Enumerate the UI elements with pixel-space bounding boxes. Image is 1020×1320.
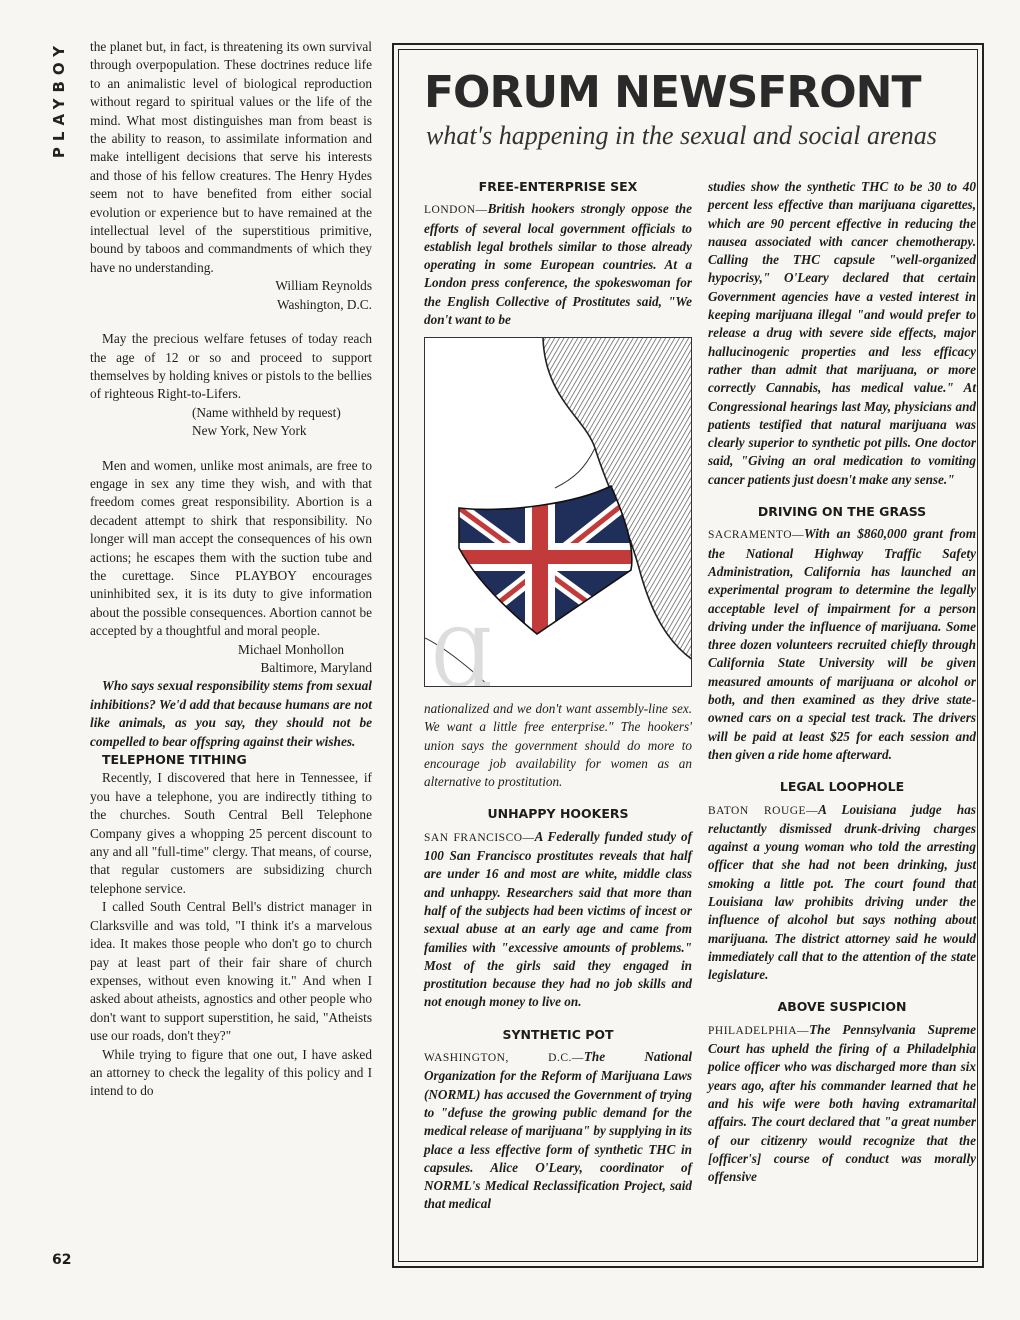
story-text: The Pennsylvania Supreme Court has upheld the firing of a Philadelphia police officer who was discharged more than six years ago, after his commander learned that he and his wife were both having extramarital affairs. The court declared that "a great number of our citizenry would recognize that the [officer's] course of conduct was morally offensive [708,1021,976,1185]
story-body [708,801,976,985]
story-heading: SYNTHETIC POT [502,1026,614,1042]
letter-paragraph: I called South Central Bell's district manager in Clarksville and was told, "I think it's a marvelous idea. It makes those people who don't go to church pay at least part of their fair share of church expenses, without even knowing it." And when I asked about atheists, agnostics and other people who don't want to support superstition, he said, "Atheists use our roads, don't they?" [90,899,372,1044]
letters-column [90,38,372,1101]
letter-signature-name: Michael Monhollon [238,641,344,657]
story-body [708,525,976,764]
forum-subtitle: what's happening in the sexual and social arenas [426,121,937,150]
story-body [708,1021,976,1187]
letter-paragraph: While trying to figure that one out, I have asked an attorney to check the legality of this policy and I intend to do [90,1046,372,1099]
magazine-name-vertical: PLAYBOY [50,40,68,159]
dateline: SAN FRANCISCO— [424,831,535,844]
story-text: The National Organization for the Reform of Marijuana Laws (NORML) has accused the Government of trying to "defuse the growing public demand for the medical release of marijuana" by supplying in its place a less effective form of synthetic THC in capsules. Alice O'Leary, coordinator of NORML's Medical Reclassification Project, said that medical [424,1049,692,1212]
forum-column-left-top [424,178,692,329]
letter-paragraph: May the precious welfare fetuses of today reach the age of 12 or so and proceed to support themselves by holding knives or pistols to the bellies of righteous Right-to-Lifers. [90,331,372,402]
story-body [424,200,692,329]
dateline: LONDON— [424,204,488,217]
story-heading: LEGAL LOOPHOLE [779,779,905,795]
story-text: A Federally funded study of 100 San Francisco prostitutes reveals that half are under 16 and most are white, middle class and unhappy. Researchers said that more than half of the subjects had been victims of incest or sexual abuse at an early age and came from families with "excessive amounts of problems." Most of the girls said they engaged in prostitution because they had no job skills and not enough money to live on. [424,828,692,1010]
story-heading: UNHAPPY HOOKERS [487,806,629,822]
letter-signature-name: William Reynolds [275,278,372,294]
letter-signature-place: Washington, D.C. [277,296,372,312]
forum-column-left-bottom [424,700,692,1214]
story-heading: ABOVE SUSPICION [777,999,907,1015]
svg-text:Ɑ: Ɑ [431,612,494,687]
forum-title: FORUM NEWSFRONT [424,67,921,118]
editor-reply: Who says sexual responsibility stems from sexual inhibitions? We'd add that because humans are not like animals, as you say, they should not be compelled to bear offspring against their wishes. [90,678,372,749]
story-body [424,828,692,1012]
dateline: BATON ROUGE— [708,804,819,817]
story-text: A Louisiana judge has reluctantly dismissed drunk-driving charges against a young woman who told the arresting officer that she had not been drinking, just smoking a little pot. The court found that Louisiana law prohibits driving under the influence of alcohol but says nothing about marijuana. The district attorney said he would immediately call that to the attention of the state legislature. [708,801,976,983]
story-text: With an $860,000 grant from the National Highway Traffic Safety Administration, California has launched an experimental program to determine the legally acceptable level of impairment for a person driving under the influence of marijuana. Some three dozen volunteers recruited chiefly through California State University will be given measured amounts of marijuana or alcohol or both, and then examined as they drive state-owned cars on a special test track. The drivers will be paid at least $25 for each session and then given a ride home afterward. [708,526,976,762]
story-text: nationalized and we don't want assembly-line sex. We want a little free enterprise." The hookers' union says the government should do more to encourage job availability for women as an alternative to prostitution. [424,701,692,790]
letter-paragraph: Recently, I discovered that here in Tennessee, if you have a telephone, you are indirectly tithing to the churches. South Central Bell Telephone Company gives a whopping 25 percent discount to any and all "full-time" clergy. That means, of course, that regular customers are subsidizing church telephone service. [90,770,372,896]
dateline: SACRAMENTO— [708,529,805,542]
bikini-illustration-icon [425,338,692,687]
dateline: WASHINGTON, D.C.— [424,1052,584,1065]
story-heading: FREE-ENTERPRISE SEX [478,179,638,194]
letter-signature-name: (Name withheld by request) [192,404,341,420]
story-text: British hookers strongly oppose the efforts of several local government officials to establish legal brothels similar to those already operating in some European countries. At a London press conference, the spokeswoman for the English Collective of Prostitutes said, "We don't want to be [424,201,692,328]
story-text: studies show the synthetic THC to be 30 to 40 percent less effective than marijuana cigarettes, which are 90 percent effective in reducing the nausea associated with cancer chemotherapy. Calling the THC capsule "well-organized hypocrisy," O'Leary declared that certain Government agencies have a vested interest in keeping marijuana illegal "and would prefer to release a drug with severe side effects, major hallucinogenic properties and less efficacy rather than admit that marijuana, or more correctly Cannabis, has medical value." At Congressional hearings last May, physicians and patients testified that natural marijuana was clearly superior to synthetic pot pills. One doctor said, "Giving an oral medication to vomiting cancer patients just doesn't make any sense." [708,179,976,487]
letter-signature-place: Baltimore, Maryland [260,660,372,675]
letter-signature-place: New York, New York [192,423,307,439]
letter-paragraph: the planet but, in fact, is threatening its own survival through overpopulation. These doctrines reduce life to an animalistic level of biological reproduction without regard to spiritual values or the life of the mind. What most distinguishes man from beast is the ability to reason, to assimilate information and make intelligent decisions that serve his interests and those of his fellow creatures. The Henry Hydes seem not to have benefited from either social evolution or experience but to have remained at the intellectual level of the superstitious primitive, bound by taboos and commandments of which they have no understanding. [90,39,372,275]
letter-paragraph: Men and women, unlike most animals, are free to engage in sex any time they wish, and with that freedom comes great responsibility. Abortion is a decadent attempt to shirk that responsibility. No longer will man accept the consequences of his own actions; he escapes them with the suction tube and the curettage. Since PLAYBOY encourages uninhibited sex, it is its duty to give information about the possible consequences. Abortion cannot be accepted by a thoughtful and moral people. [90,457,372,639]
story-heading: DRIVING ON THE GRASS [757,504,927,520]
forum-column-right [708,178,976,1186]
story-body [424,1048,692,1214]
page-number: 62 [52,1252,72,1268]
illustration-union-jack-bikini [424,337,692,687]
section-heading: TELEPHONE TITHING [102,752,247,768]
dateline: PHILADELPHIA— [708,1024,810,1037]
